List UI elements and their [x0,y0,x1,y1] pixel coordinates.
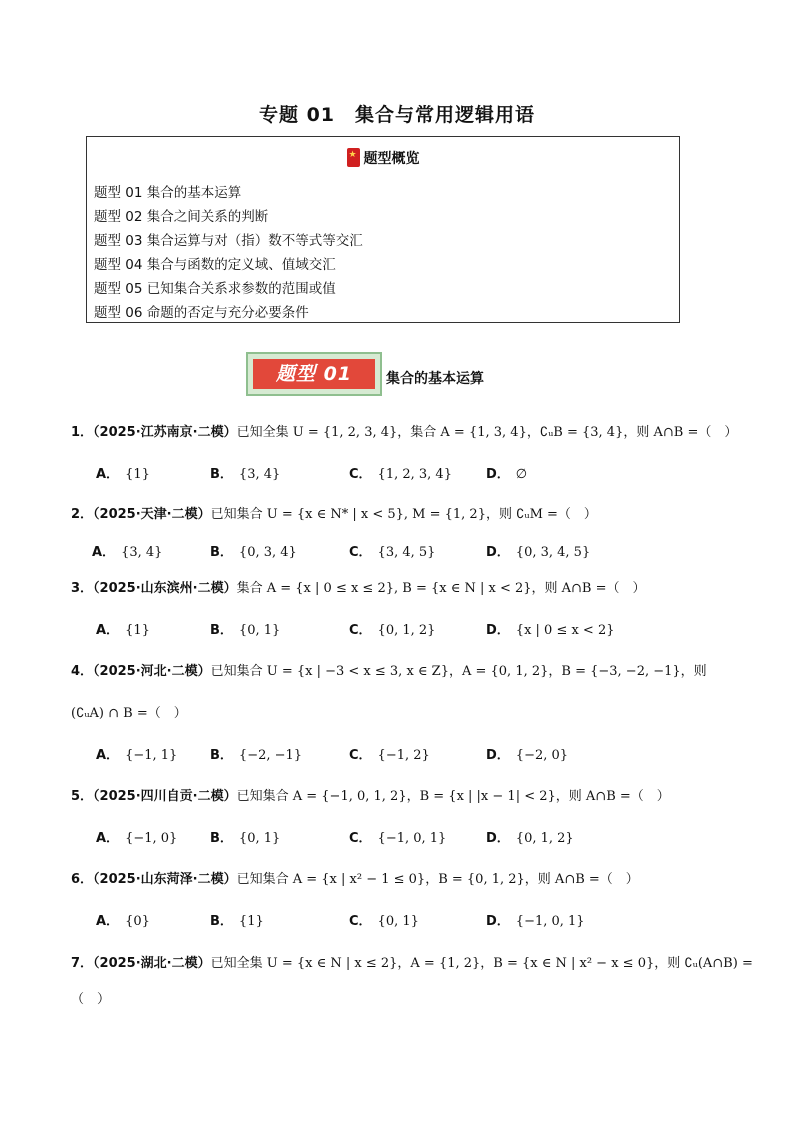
overview-header-label: 题型概览 [363,151,420,167]
question-stem: 已知集合 U = {x ∈ N* | x < 5}, M = {1, 2}，则 ∁ᵤM =（ ） [210,507,597,522]
overview-header [87,148,679,168]
question-stem: 已知集合 A = {−1, 0, 1, 2}，B = {x | |x − 1| < 2}，则 A∩B =（ ） [236,789,670,804]
question-source: （2025·河北·二模） [93,664,211,679]
question-number: 7． [71,956,94,971]
question-number: 2． [71,507,94,522]
option-d: D． {−1, 0, 1} [486,914,585,929]
overview-item: 题型 02 集合之间关系的判断 [94,209,269,225]
option-b: B． {3, 4} [210,467,281,482]
option-d: D． {−2, 0} [486,748,569,763]
option-d: D． {x | 0 ≤ x < 2} [486,623,615,638]
section-title: 集合的基本运算 [386,371,484,387]
option-a: A． {0} [96,914,150,929]
question-number: 1． [71,425,94,440]
overview-item: 题型 04 集合与函数的定义域、值域交汇 [94,257,336,273]
overview-item: 题型 05 已知集合关系求参数的范围或值 [94,281,336,297]
option-c: C． {1, 2, 3, 4} [349,467,452,482]
question-number: 5． [71,789,94,804]
overview-list [94,181,363,325]
question-7 [71,952,753,971]
question-stem: 已知集合 U = {x | −3 < x ≤ 3, x ∈ Z}，A = {0, 1, 2}，B = {−3, −2, −1}，则 [210,664,707,679]
question-2 [71,503,597,522]
question-stem-continued: (∁ᵤA) ∩ B =（ ） [71,706,187,721]
overview-box [86,136,680,323]
overview-item: 题型 03 集合运算与对（指）数不等式等交汇 [94,233,363,249]
question-5 [71,785,670,804]
overview-item: 题型 01 集合的基本运算 [94,185,242,201]
section-banner [246,352,382,396]
question-stem: 已知集合 A = {x | x² − 1 ≤ 0}，B = {0, 1, 2}，则 A∩B =（ ） [236,872,639,887]
option-b: B． {−2, −1} [210,748,303,763]
option-b: B． {0, 1} [210,623,281,638]
option-a: A． {−1, 1} [96,748,178,763]
book-icon [347,148,360,167]
question-4 [71,660,707,679]
overview-item: 题型 06 命题的否定与充分必要条件 [94,305,309,321]
question-6 [71,868,639,887]
option-c: C． {0, 1, 2} [349,623,436,638]
question-source: （2025·山东滨州·二模） [93,581,237,596]
question-source: （2025·江苏南京·二模） [93,425,237,440]
option-c: C． {−1, 0, 1} [349,831,447,846]
option-d: D． {0, 1, 2} [486,831,574,846]
option-d: D． ∅ [486,467,528,482]
option-c: C． {−1, 2} [349,748,430,763]
question-number: 3． [71,581,94,596]
question-stem: 集合 A = {x | 0 ≤ x ≤ 2}, B = {x ∈ N | x < 2}，则 A∩B =（ ） [236,581,646,596]
page-title: 专题 01 集合与常用逻辑用语 [258,104,536,126]
option-d: D． {0, 3, 4, 5} [486,545,591,560]
question-stem: 已知全集 U = {1, 2, 3, 4}，集合 A = {1, 3, 4}，∁ᵤB = {3, 4}，则 A∩B =（ ） [236,425,738,440]
question-number: 6． [71,872,94,887]
question-source: （2025·山东菏泽·二模） [93,872,237,887]
question-number: 4． [71,664,94,679]
question-stem-continued: （ ） [71,992,111,1007]
option-c: C． {3, 4, 5} [349,545,436,560]
option-b: B． {0, 1} [210,831,281,846]
question-source: （2025·天津·二模） [93,507,211,522]
section-banner-label: 题型 01 [253,359,375,389]
option-a: A． {1} [96,623,150,638]
option-a: A． {1} [96,467,150,482]
option-c: C． {0, 1} [349,914,419,929]
question-source: （2025·四川自贡·二模） [93,789,237,804]
question-source: （2025·湖北·二模） [93,956,211,971]
option-b: B． {1} [210,914,264,929]
option-a: A． {−1, 0} [96,831,178,846]
option-a: A． {3, 4} [92,545,163,560]
question-stem: 已知全集 U = {x ∈ N | x ≤ 2}，A = {1, 2}，B = {x ∈ N | x² − x ≤ 0}，则 ∁ᵤ(A∩B) = [210,956,753,971]
question-1 [71,421,737,440]
option-b: B． {0, 3, 4} [210,545,297,560]
question-3 [71,577,646,596]
